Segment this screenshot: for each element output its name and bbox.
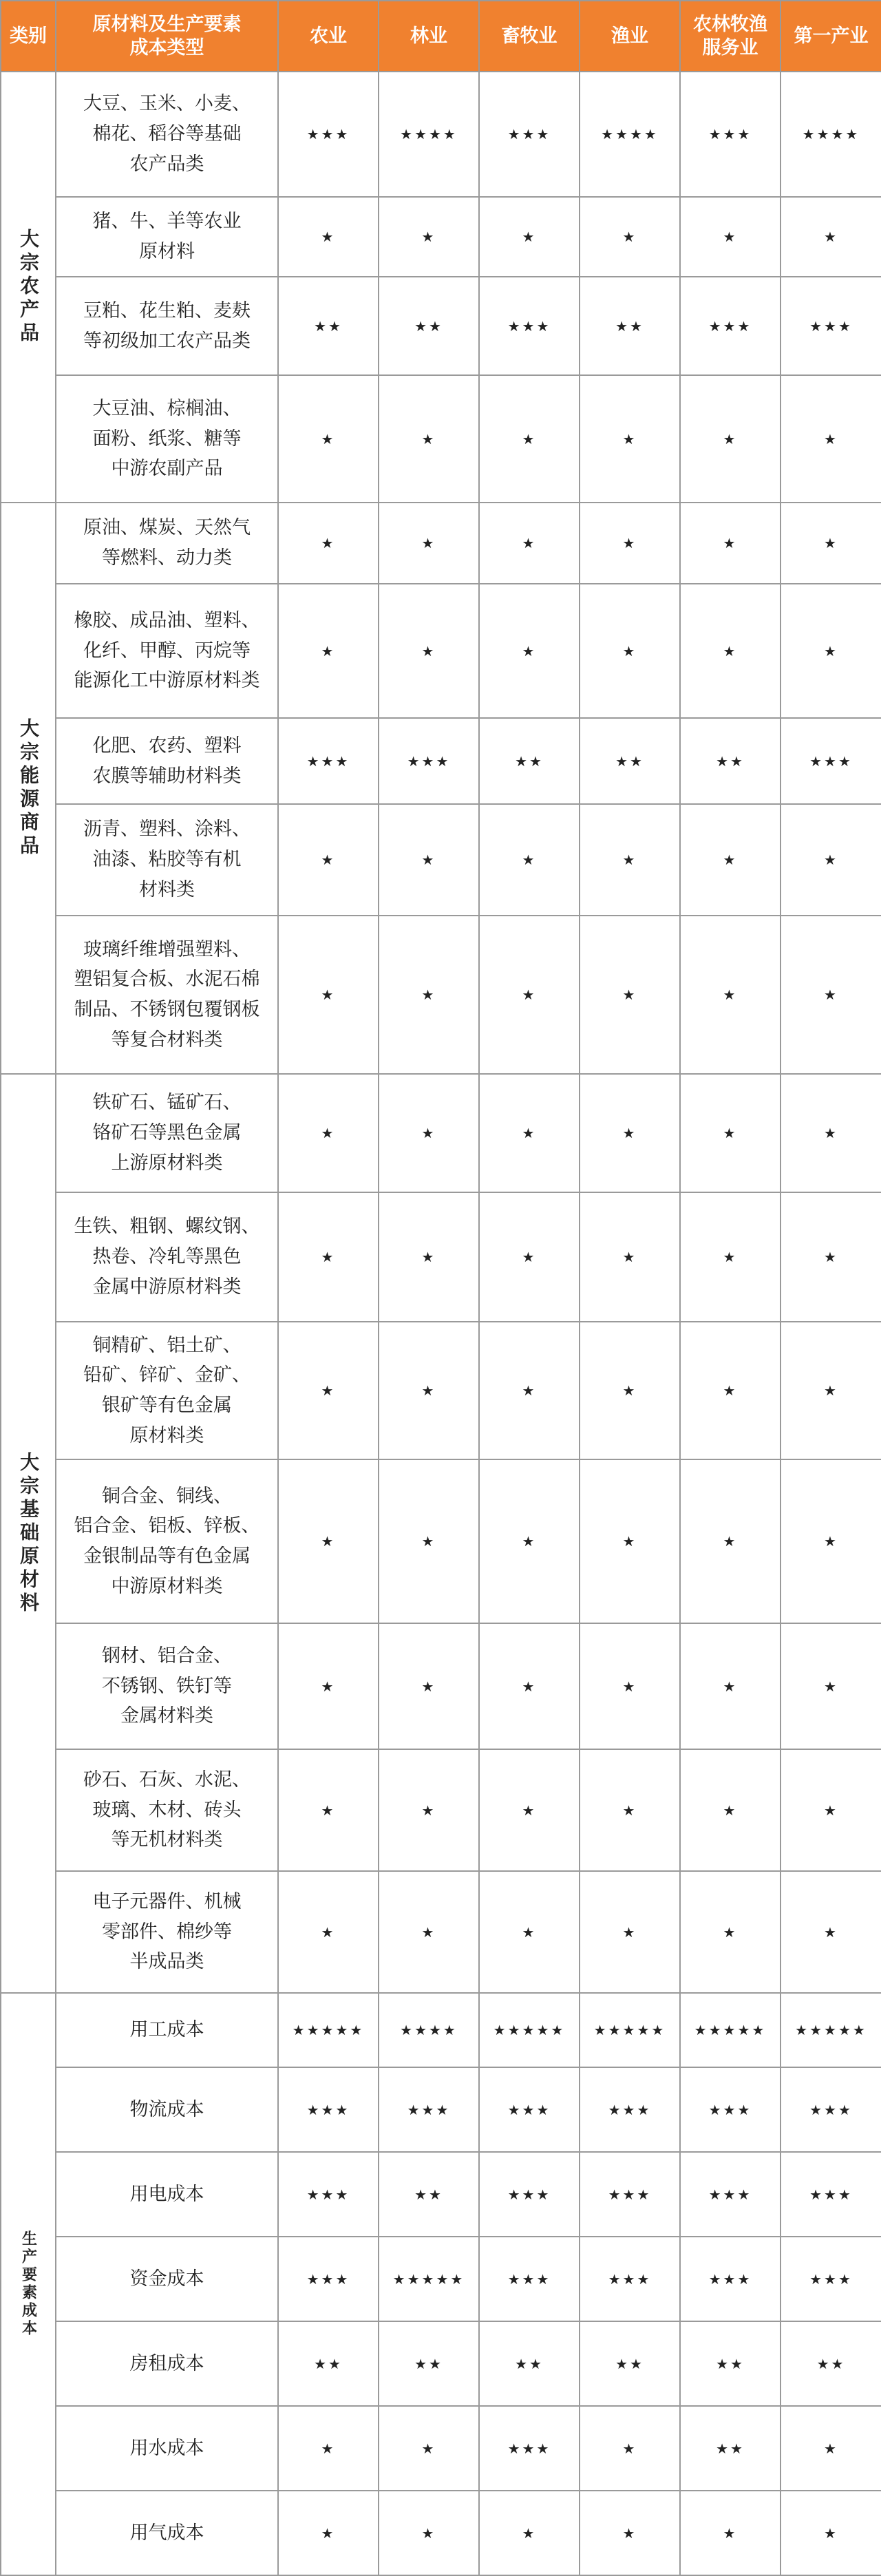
rating-cell: ★★★ — [278, 2237, 379, 2321]
rating-cell: ★ — [680, 584, 781, 718]
rating-cell: ★★★★ — [781, 72, 881, 197]
rating-cell: ★ — [379, 197, 479, 277]
rating-cell: ★ — [278, 2406, 379, 2491]
table-body — [1, 72, 881, 2575]
rating-cell: ★ — [781, 2406, 881, 2491]
rating-cell: ★★★ — [781, 718, 881, 804]
category-cell: 生产要素成本 — [1, 1993, 56, 2575]
rating-cell: ★★ — [680, 2321, 781, 2406]
table-row — [1, 584, 881, 718]
table-row — [1, 916, 881, 1074]
rating-cell: ★ — [278, 2491, 379, 2575]
header-industry-0: 农业 — [278, 1, 379, 72]
rating-cell: ★★ — [580, 277, 680, 375]
rating-cell: ★★★★ — [379, 1993, 479, 2067]
table-row — [1, 503, 881, 584]
rating-cell: ★ — [580, 1074, 680, 1192]
table-row — [1, 2491, 881, 2575]
rating-cell: ★ — [479, 375, 580, 503]
table-row — [1, 2237, 881, 2321]
rating-cell: ★ — [379, 1322, 479, 1459]
rating-cell: ★ — [379, 2491, 479, 2575]
rating-cell: ★ — [781, 1322, 881, 1459]
material-cell: 砂石、石灰、水泥、 玻璃、木材、砖头 等无机材料类 — [56, 1749, 278, 1871]
rating-cell: ★ — [781, 197, 881, 277]
material-cell: 铜精矿、铝土矿、 铅矿、锌矿、金矿、 银矿等有色金属 原材料类 — [56, 1322, 278, 1459]
rating-cell: ★★★ — [781, 2152, 881, 2237]
material-cell: 钢材、铝合金、 不锈钢、铁钉等 金属材料类 — [56, 1623, 278, 1749]
table-row — [1, 2406, 881, 2491]
rating-cell: ★ — [479, 804, 580, 916]
table-row — [1, 2067, 881, 2152]
rating-cell: ★★★ — [680, 277, 781, 375]
rating-cell: ★ — [479, 916, 580, 1074]
rating-cell: ★ — [278, 375, 379, 503]
rating-cell: ★ — [379, 1192, 479, 1322]
rating-cell: ★★★★★ — [479, 1993, 580, 2067]
material-cell: 房租成本 — [56, 2321, 278, 2406]
rating-cell: ★★ — [781, 2321, 881, 2406]
table-row — [1, 2321, 881, 2406]
material-cell: 豆粕、花生粕、麦麸 等初级加工农产品类 — [56, 277, 278, 375]
rating-cell: ★★★ — [379, 2067, 479, 2152]
rating-cell: ★ — [781, 804, 881, 916]
rating-cell: ★ — [278, 1871, 379, 1993]
category-cell: 大宗能源商品 — [1, 503, 56, 1074]
header-material: 原材料及生产要素 成本类型 — [56, 1, 278, 72]
table-row — [1, 1459, 881, 1623]
rating-cell: ★★ — [379, 277, 479, 375]
rating-cell: ★★ — [278, 277, 379, 375]
rating-cell: ★★★ — [580, 2067, 680, 2152]
header-industry-1: 林业 — [379, 1, 479, 72]
category-cell: 大宗基础原材料 — [1, 1074, 56, 1993]
rating-cell: ★★★ — [479, 2406, 580, 2491]
rating-cell: ★ — [379, 1623, 479, 1749]
rating-cell: ★ — [379, 1871, 479, 1993]
rating-cell: ★★★ — [379, 718, 479, 804]
material-cell: 用工成本 — [56, 1993, 278, 2067]
rating-cell: ★ — [680, 1192, 781, 1322]
table-row — [1, 72, 881, 197]
rating-cell: ★ — [278, 1192, 379, 1322]
rating-cell: ★★★ — [781, 2067, 881, 2152]
material-cell: 电子元器件、机械 零部件、棉纱等 半成品类 — [56, 1871, 278, 1993]
rating-cell: ★★★ — [479, 2152, 580, 2237]
rating-cell: ★★ — [379, 2152, 479, 2237]
table-row — [1, 1623, 881, 1749]
rating-cell: ★ — [580, 1871, 680, 1993]
rating-cell: ★ — [580, 503, 680, 584]
rating-cell: ★ — [680, 503, 781, 584]
rating-cell: ★ — [479, 1871, 580, 1993]
rating-cell: ★ — [479, 1749, 580, 1871]
rating-cell: ★ — [278, 1074, 379, 1192]
table-row — [1, 718, 881, 804]
rating-cell: ★ — [580, 1623, 680, 1749]
rating-cell: ★ — [781, 2491, 881, 2575]
material-cell: 用电成本 — [56, 2152, 278, 2237]
rating-cell: ★ — [278, 916, 379, 1074]
rating-cell: ★★ — [680, 718, 781, 804]
table-row — [1, 1074, 881, 1192]
rating-cell: ★★★ — [278, 2152, 379, 2237]
rating-cell: ★ — [278, 804, 379, 916]
rating-cell: ★ — [278, 1459, 379, 1623]
material-cell: 物流成本 — [56, 2067, 278, 2152]
rating-cell: ★★ — [580, 718, 680, 804]
rating-cell: ★★★ — [580, 2237, 680, 2321]
rating-cell: ★ — [479, 1074, 580, 1192]
material-cell: 铁矿石、锰矿石、 铬矿石等黑色金属 上游原材料类 — [56, 1074, 278, 1192]
rating-cell: ★ — [781, 1459, 881, 1623]
rating-cell: ★ — [379, 503, 479, 584]
rating-cell: ★ — [479, 584, 580, 718]
rating-cell: ★ — [580, 2491, 680, 2575]
rating-cell: ★ — [680, 1322, 781, 1459]
rating-cell: ★ — [479, 197, 580, 277]
rating-cell: ★ — [379, 1074, 479, 1192]
rating-cell: ★ — [278, 1749, 379, 1871]
rating-cell: ★★ — [278, 2321, 379, 2406]
rating-cell: ★ — [680, 375, 781, 503]
rating-cell: ★★★ — [680, 2237, 781, 2321]
rating-cell: ★ — [580, 197, 680, 277]
rating-cell: ★★★ — [479, 277, 580, 375]
rating-cell: ★ — [680, 1749, 781, 1871]
header-industry-5: 第一产业 — [781, 1, 881, 72]
rating-cell: ★ — [379, 375, 479, 503]
rating-cell: ★ — [379, 1749, 479, 1871]
rating-cell: ★★★★★ — [379, 2237, 479, 2321]
rating-cell: ★★★★ — [379, 72, 479, 197]
material-cell: 猪、牛、羊等农业 原材料 — [56, 197, 278, 277]
table-row — [1, 1871, 881, 1993]
header-industry-2: 畜牧业 — [479, 1, 580, 72]
material-cell: 用水成本 — [56, 2406, 278, 2491]
rating-cell: ★★ — [479, 718, 580, 804]
table-row — [1, 1192, 881, 1322]
table-row — [1, 1993, 881, 2067]
rating-cell: ★★★ — [680, 2152, 781, 2237]
rating-cell: ★★★ — [781, 277, 881, 375]
header-industry-4: 农林牧渔 服务业 — [680, 1, 781, 72]
rating-cell: ★ — [680, 804, 781, 916]
rating-cell: ★ — [680, 197, 781, 277]
rating-cell: ★ — [580, 1192, 680, 1322]
rating-cell: ★★★★★ — [781, 1993, 881, 2067]
rating-cell: ★ — [580, 2406, 680, 2491]
rating-cell: ★★★ — [479, 2067, 580, 2152]
table-row — [1, 277, 881, 375]
rating-cell: ★ — [379, 584, 479, 718]
header-industry-3: 渔业 — [580, 1, 680, 72]
rating-cell: ★★ — [479, 2321, 580, 2406]
material-cell: 化肥、农药、塑料 农膜等辅助材料类 — [56, 718, 278, 804]
table-row — [1, 375, 881, 503]
rating-cell: ★ — [781, 1749, 881, 1871]
rating-cell: ★ — [680, 1459, 781, 1623]
rating-cell: ★ — [781, 503, 881, 584]
rating-cell: ★★★ — [278, 72, 379, 197]
table-row — [1, 804, 881, 916]
table-row — [1, 1749, 881, 1871]
rating-cell: ★★ — [580, 2321, 680, 2406]
rating-cell: ★★★ — [479, 72, 580, 197]
material-cell: 用气成本 — [56, 2491, 278, 2575]
rating-cell: ★★★ — [479, 2237, 580, 2321]
header-row — [1, 1, 881, 72]
rating-cell: ★ — [680, 1623, 781, 1749]
rating-cell: ★★★ — [680, 2067, 781, 2152]
material-cell: 生铁、粗钢、螺纹钢、 热卷、冷轧等黑色 金属中游原材料类 — [56, 1192, 278, 1322]
rating-cell: ★ — [781, 584, 881, 718]
table-row — [1, 2152, 881, 2237]
rating-cell: ★ — [781, 1623, 881, 1749]
rating-cell: ★★★ — [278, 2067, 379, 2152]
rating-cell: ★ — [580, 1322, 680, 1459]
rating-cell: ★ — [379, 1459, 479, 1623]
rating-cell: ★ — [379, 2406, 479, 2491]
rating-cell: ★ — [379, 916, 479, 1074]
material-cell: 原油、煤炭、天然气 等燃料、动力类 — [56, 503, 278, 584]
rating-cell: ★★★★★ — [278, 1993, 379, 2067]
category-cell: 大宗农产品 — [1, 72, 56, 503]
rating-cell: ★★★ — [278, 718, 379, 804]
rating-cell: ★ — [278, 1322, 379, 1459]
rating-cell: ★ — [580, 584, 680, 718]
table-row — [1, 1322, 881, 1459]
rating-cell: ★ — [278, 1623, 379, 1749]
material-cell: 橡胶、成品油、塑料、 化纤、甲醇、丙烷等 能源化工中游原材料类 — [56, 584, 278, 718]
rating-cell: ★ — [580, 1749, 680, 1871]
material-cell: 大豆、玉米、小麦、 棉花、稻谷等基础 农产品类 — [56, 72, 278, 197]
rating-cell: ★ — [680, 1871, 781, 1993]
rating-cell: ★ — [580, 916, 680, 1074]
material-cell: 大豆油、棕榈油、 面粉、纸浆、糖等 中游农副产品 — [56, 375, 278, 503]
rating-cell: ★ — [781, 375, 881, 503]
rating-cell: ★★★★★ — [680, 1993, 781, 2067]
rating-cell: ★ — [479, 1459, 580, 1623]
rating-cell: ★ — [781, 916, 881, 1074]
rating-cell: ★ — [680, 2491, 781, 2575]
rating-cell: ★ — [680, 1074, 781, 1192]
rating-cell: ★ — [479, 1623, 580, 1749]
rating-cell: ★★ — [379, 2321, 479, 2406]
rating-cell: ★ — [781, 1074, 881, 1192]
rating-cell: ★ — [580, 804, 680, 916]
rating-cell: ★ — [580, 375, 680, 503]
rating-cell: ★ — [278, 584, 379, 718]
rating-cell: ★ — [479, 503, 580, 584]
header-category: 类别 — [1, 1, 56, 72]
rating-cell: ★★★★ — [580, 72, 680, 197]
table-row — [1, 197, 881, 277]
rating-cell: ★★★ — [781, 2237, 881, 2321]
rating-cell: ★★ — [680, 2406, 781, 2491]
rating-cell: ★ — [379, 804, 479, 916]
rating-cell: ★ — [479, 2491, 580, 2575]
rating-cell: ★ — [278, 197, 379, 277]
material-cell: 资金成本 — [56, 2237, 278, 2321]
rating-cell: ★★★ — [580, 2152, 680, 2237]
material-cell: 铜合金、铜线、 铝合金、铝板、锌板、 金银制品等有色金属 中游原材料类 — [56, 1459, 278, 1623]
rating-cell: ★ — [781, 1192, 881, 1322]
rating-cell: ★ — [580, 1459, 680, 1623]
rating-cell: ★★★★★ — [580, 1993, 680, 2067]
rating-cell: ★ — [781, 1871, 881, 1993]
rating-cell: ★ — [680, 916, 781, 1074]
rating-cell: ★ — [479, 1192, 580, 1322]
rating-cell: ★ — [278, 503, 379, 584]
rating-cell: ★★★ — [680, 72, 781, 197]
material-cell: 玻璃纤维增强塑料、 塑铝复合板、水泥石棉 制品、不锈钢包覆钢板 等复合材料类 — [56, 916, 278, 1074]
rating-cell: ★ — [479, 1322, 580, 1459]
material-cell: 沥青、塑料、涂料、 油漆、粘胶等有机 材料类 — [56, 804, 278, 916]
